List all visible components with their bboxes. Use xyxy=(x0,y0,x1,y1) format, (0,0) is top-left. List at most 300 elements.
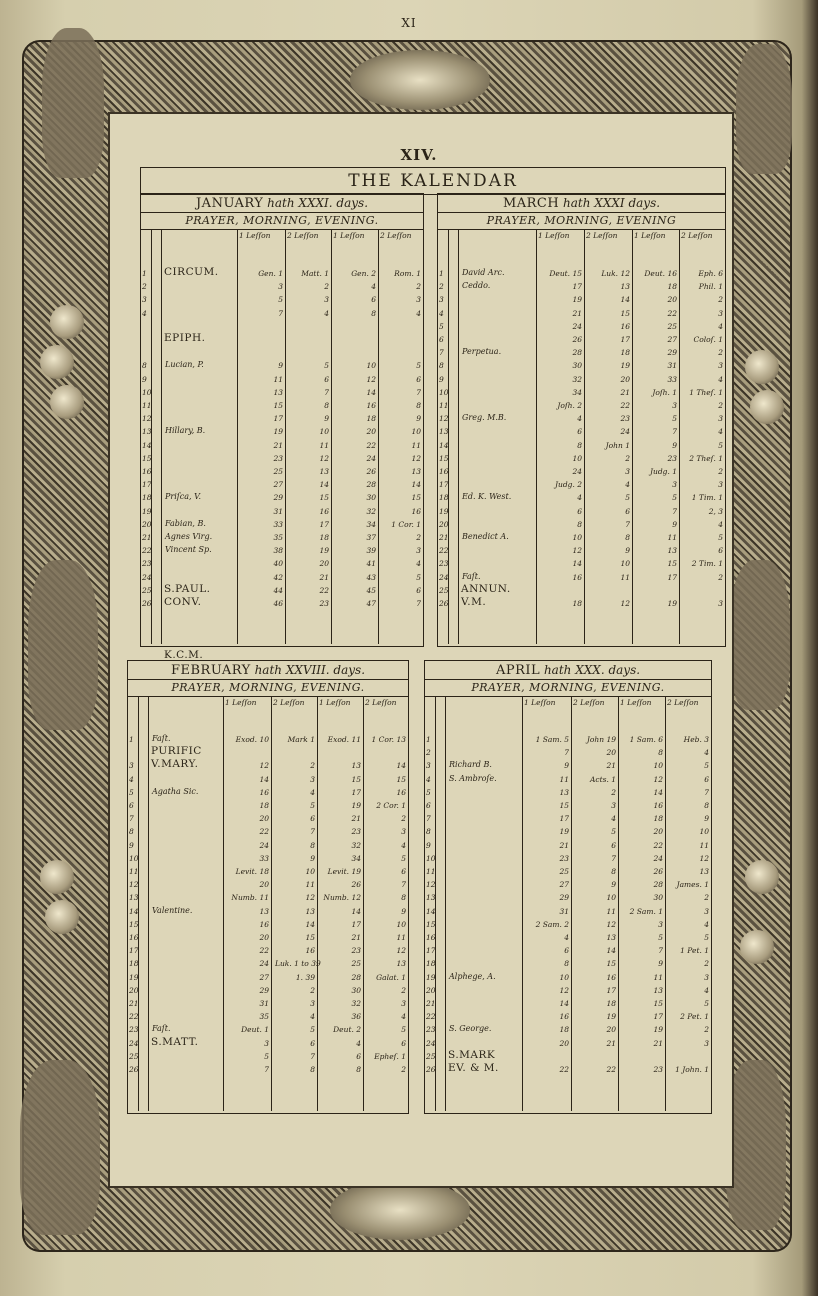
lesson-column-header: 1 Leſſon xyxy=(225,698,257,707)
lesson-cell: 25 xyxy=(559,867,569,876)
lesson-cell: 2 Cor. 1 xyxy=(376,801,406,810)
day-number: 15 xyxy=(142,453,152,463)
lesson-cell: 6 xyxy=(356,1051,361,1061)
lesson-cell: 8 xyxy=(310,840,315,850)
lesson-cell: 7 xyxy=(278,308,283,318)
month-table xyxy=(437,193,726,647)
lesson-cell: 24 xyxy=(620,427,630,437)
day-number: 16 xyxy=(142,467,152,476)
lesson-cell: 12 xyxy=(559,985,569,995)
table-row xyxy=(128,813,408,824)
lesson-cell: 4 xyxy=(416,559,421,569)
table-row xyxy=(128,826,408,837)
bottom-angel-ornament xyxy=(330,1180,470,1240)
lesson-cell: 22 xyxy=(366,440,376,450)
day-number: 2 xyxy=(439,282,444,292)
lesson-cell: 17 xyxy=(351,787,361,797)
table-row xyxy=(141,558,423,569)
day-number: 19 xyxy=(129,972,139,982)
lesson-cell: 4 xyxy=(718,519,723,529)
month-header xyxy=(438,194,725,213)
lesson-cell: 4 xyxy=(577,493,582,503)
table-row xyxy=(141,572,423,583)
table-row xyxy=(128,892,408,903)
day-number: 17 xyxy=(142,480,152,490)
lesson-cell: 26 xyxy=(572,335,582,344)
day-number: 11 xyxy=(426,867,436,876)
lesson-cell: 19 xyxy=(273,427,283,437)
lesson-cell: 5 xyxy=(310,801,315,810)
day-number: 1 xyxy=(439,269,444,278)
lesson-cell: 4 xyxy=(625,480,630,490)
lesson-cell: 36 xyxy=(351,1012,361,1022)
lesson-cell: 31 xyxy=(559,906,569,916)
lesson-cell: 46 xyxy=(273,599,283,608)
lesson-cell: 13 xyxy=(259,906,269,916)
day-number: 26 xyxy=(129,1065,139,1074)
lesson-cell: 7 xyxy=(416,387,421,397)
lesson-cell: 3 xyxy=(704,972,709,982)
lesson-cell: 15 xyxy=(305,933,315,942)
lesson-cell: 35 xyxy=(273,533,283,542)
table-row xyxy=(425,906,711,917)
lesson-cell: 2 xyxy=(401,814,406,824)
lesson-cell: 14 xyxy=(259,774,269,784)
day-number: 23 xyxy=(439,559,449,569)
lesson-cell: Phil. 1 xyxy=(698,282,723,292)
column-rule xyxy=(223,697,224,1111)
saint-name: Fabian, B. xyxy=(165,518,206,528)
lesson-cell: 9 xyxy=(310,853,315,863)
saint-name: S. Ambroſe. xyxy=(449,773,497,783)
lesson-cell: 18 xyxy=(259,801,269,810)
lesson-cell: 10 xyxy=(411,427,421,437)
table-row xyxy=(425,985,711,996)
lesson-cell: 19 xyxy=(667,599,677,608)
lesson-cell: 3 xyxy=(264,1038,269,1048)
lesson-cell: 2 xyxy=(718,401,723,410)
feast-name: K.C.M. xyxy=(164,648,204,661)
saint-name: Benedict A. xyxy=(462,532,509,541)
lesson-cell: 16 xyxy=(411,506,421,516)
lesson-cell: 20 xyxy=(259,880,269,890)
lesson-cell: 18 xyxy=(606,999,616,1008)
lesson-cell: 17 xyxy=(667,572,677,582)
lesson-cell: 6 xyxy=(564,946,569,956)
lesson-cell: 4 xyxy=(324,308,329,318)
lesson-cell: 32 xyxy=(351,999,361,1008)
day-number: 16 xyxy=(426,933,436,942)
lesson-cell: 14 xyxy=(620,295,630,305)
lesson-cell: 8 xyxy=(401,893,406,903)
day-number: 26 xyxy=(439,599,449,608)
lesson-cell: 20 xyxy=(319,559,329,569)
lesson-cell: 5 xyxy=(611,827,616,837)
lesson-cell: 32 xyxy=(366,506,376,516)
lesson-cell: 14 xyxy=(396,761,406,771)
lesson-cell: Gen. 2 xyxy=(351,269,376,278)
lesson-cell: 5 xyxy=(704,933,709,942)
lesson-column-header: 1 Leſſon xyxy=(538,231,570,240)
day-number: 12 xyxy=(129,880,139,890)
lesson-cell: 6 xyxy=(577,506,582,516)
lesson-cell: Heb. 3 xyxy=(683,735,709,744)
lesson-cell: 24 xyxy=(572,321,582,331)
cherub-ornament xyxy=(50,305,84,339)
lesson-cell: 4 xyxy=(310,1012,315,1022)
lesson-cell: 8 xyxy=(324,401,329,410)
lesson-cell: 6 xyxy=(310,814,315,824)
lesson-cell: 9 xyxy=(625,546,630,556)
lesson-cell: 20 xyxy=(653,827,663,837)
lesson-cell: 23 xyxy=(319,599,329,608)
month-table xyxy=(140,193,424,661)
day-number: 9 xyxy=(129,840,134,850)
table-row xyxy=(425,1038,711,1049)
lesson-cell: 23 xyxy=(620,414,630,424)
lesson-cell: 34 xyxy=(572,387,582,397)
day-number: 19 xyxy=(439,506,449,516)
lesson-cell: 13 xyxy=(411,467,421,476)
table-row xyxy=(438,453,725,464)
day-number: 4 xyxy=(142,308,147,318)
table-row xyxy=(128,879,408,890)
lesson-cell: 11 xyxy=(606,906,616,916)
lesson-cell: 20 xyxy=(559,1038,569,1048)
saint-name: Perpetua. xyxy=(462,347,502,357)
lesson-cell: 3 xyxy=(718,414,723,424)
saint-name: Ceddo. xyxy=(462,281,491,291)
table-row xyxy=(425,734,711,745)
table-row xyxy=(438,440,725,451)
lesson-cell: 6 xyxy=(611,840,616,850)
lesson-cell: 2 xyxy=(401,985,406,995)
day-number: 6 xyxy=(439,335,444,344)
lesson-cell: James. 1 xyxy=(676,880,709,890)
day-number: 12 xyxy=(142,414,152,424)
month-header xyxy=(128,661,408,680)
lesson-cell: Coloſ. 1 xyxy=(693,335,723,344)
lesson-cell: 42 xyxy=(273,572,283,582)
day-number: 8 xyxy=(439,361,444,371)
lesson-cell: Joſh. 2 xyxy=(557,401,582,410)
lesson-cell: 24 xyxy=(572,467,582,476)
feast-name: ANNUN. xyxy=(461,582,511,595)
lesson-cell: 13 xyxy=(699,867,709,876)
column-rule xyxy=(148,697,149,1111)
table-row xyxy=(425,853,711,864)
lesson-cell: 16 xyxy=(572,572,582,582)
lesson-cell: 23 xyxy=(351,946,361,956)
lesson-cell: 22 xyxy=(606,1065,616,1074)
lesson-cell: 17 xyxy=(273,414,283,424)
day-number: 17 xyxy=(129,946,139,956)
lesson-cell: 32 xyxy=(572,374,582,384)
lesson-cell: 13 xyxy=(606,933,616,942)
lesson-cell: 30 xyxy=(351,985,361,995)
day-number: 21 xyxy=(426,999,436,1008)
month-name: FEBRUARY xyxy=(170,663,251,678)
table-row xyxy=(128,919,408,930)
lesson-cell: 21 xyxy=(319,572,329,582)
lesson-cell: 23 xyxy=(351,827,361,837)
lesson-cell: 17 xyxy=(653,1012,663,1022)
lesson-cell: 11 xyxy=(319,440,329,450)
cherub-ornament xyxy=(50,385,84,419)
table-row xyxy=(128,972,408,983)
lesson-cell: 10 xyxy=(396,919,406,929)
day-number: 16 xyxy=(129,933,139,942)
day-number: 11 xyxy=(129,867,139,876)
lesson-cell: 20 xyxy=(667,295,677,305)
month-days: hath XXXI. days. xyxy=(263,196,369,210)
day-number: 22 xyxy=(129,1012,139,1022)
table-row xyxy=(425,932,711,943)
column-rule xyxy=(317,697,318,1111)
table-row xyxy=(425,800,711,811)
lesson-cell: 7 xyxy=(324,387,329,397)
lesson-cell: 3 xyxy=(672,401,677,410)
lesson-cell: 12 xyxy=(366,374,376,384)
lesson-cell: Exod. 10 xyxy=(235,735,269,744)
lesson-cell: 2 Pet. 1 xyxy=(680,1012,709,1022)
lesson-cell: 27 xyxy=(667,335,677,344)
lesson-cell: 12 xyxy=(411,453,421,463)
lesson-cell: 15 xyxy=(620,308,630,318)
lesson-cell: 3 xyxy=(324,295,329,305)
lesson-cell: 30 xyxy=(572,361,582,371)
lesson-cell: 21 xyxy=(572,308,582,318)
lesson-cell: 7 xyxy=(264,1065,269,1074)
saint-name: Priſca, V. xyxy=(165,492,201,502)
table-row xyxy=(128,932,408,943)
lesson-cell: 1 Sam. 5 xyxy=(535,735,569,744)
lesson-cell: 2 Sam. 2 xyxy=(535,919,569,929)
table-row xyxy=(438,360,725,371)
lesson-cell: 13 xyxy=(305,906,315,916)
lesson-cell: 22 xyxy=(259,946,269,956)
table-row xyxy=(425,787,711,798)
lesson-cell: 5 xyxy=(718,533,723,542)
day-number: 24 xyxy=(439,572,449,582)
lesson-cell: 15 xyxy=(273,401,283,410)
day-number: 18 xyxy=(129,959,139,969)
lesson-cell: 4 xyxy=(401,1012,406,1022)
lesson-cell: Deut. 16 xyxy=(644,269,677,278)
lesson-cell: 3 xyxy=(718,308,723,318)
saint-name: Hillary, B. xyxy=(165,426,206,436)
lesson-cell: 15 xyxy=(667,559,677,569)
day-number: 1 xyxy=(426,735,431,744)
lesson-cell: 6 xyxy=(416,585,421,595)
lesson-cell: 14 xyxy=(411,480,421,490)
lesson-cell: 33 xyxy=(667,374,677,384)
day-number: 3 xyxy=(142,295,147,305)
lesson-cell: 9 xyxy=(672,519,677,529)
lesson-cell: 14 xyxy=(572,559,582,569)
lesson-cell: 5 xyxy=(625,493,630,503)
month-days: hath XXXI days. xyxy=(559,196,661,210)
lesson-cell: 2 xyxy=(611,787,616,797)
day-number: 14 xyxy=(426,906,436,916)
lesson-cell: 3 xyxy=(718,361,723,371)
lesson-cell: 1 Cor. 1 xyxy=(391,519,421,529)
month-table xyxy=(424,660,712,1114)
lesson-cell: 17 xyxy=(559,814,569,824)
lesson-cell: 45 xyxy=(366,585,376,595)
table-row xyxy=(425,747,711,758)
day-number: 21 xyxy=(129,999,139,1008)
saint-figure-top-left xyxy=(42,28,104,178)
lesson-cell: 10 xyxy=(572,453,582,463)
lesson-cell: 2 Theſ. 1 xyxy=(689,453,723,463)
lesson-cell: 9 xyxy=(704,814,709,824)
lesson-cell: 8 xyxy=(356,1065,361,1074)
day-number: 14 xyxy=(142,440,152,450)
table-row xyxy=(438,294,725,305)
saint-name: Agnes Virg. xyxy=(165,532,213,541)
lesson-cell: 9 xyxy=(564,761,569,771)
page-title: THE KALENDAR xyxy=(140,167,726,195)
lesson-cell: Galat. 1 xyxy=(376,972,406,982)
lesson-cell: 3 xyxy=(718,599,723,608)
lesson-cell: 9 xyxy=(611,880,616,890)
lesson-cell: 21 xyxy=(559,840,569,850)
prayer-header: PRAYER, MORNING, EVENING. xyxy=(141,213,423,230)
lesson-cell: 5 xyxy=(264,1051,269,1061)
lesson-cell: 7 xyxy=(611,853,616,863)
day-number: 23 xyxy=(142,559,152,569)
day-number: 13 xyxy=(426,893,436,903)
month-days: hath XXX. days. xyxy=(540,663,641,677)
lesson-cell: 37 xyxy=(366,533,376,542)
saint-name: Alphege, A. xyxy=(449,971,496,981)
lesson-column-header: 2 Leſſon xyxy=(681,231,713,240)
lesson-cell: 3 xyxy=(611,801,616,810)
day-number: 25 xyxy=(439,585,449,595)
lesson-cell: 4 xyxy=(564,933,569,942)
lesson-cell: 27 xyxy=(273,480,283,490)
day-number: 4 xyxy=(426,774,431,784)
table-row xyxy=(425,866,711,877)
lesson-cell: Acts. 1 xyxy=(589,774,616,784)
lesson-cell: 40 xyxy=(273,559,283,569)
lessons-grid xyxy=(438,230,725,644)
day-number: 19 xyxy=(426,972,436,982)
lesson-cell: 14 xyxy=(653,787,663,797)
prayer-header: PRAYER, MORNING, EVENING. xyxy=(425,680,711,697)
lesson-cell: 6 xyxy=(371,295,376,305)
table-row xyxy=(438,321,725,332)
day-number: 12 xyxy=(439,414,449,424)
lesson-cell: 13 xyxy=(351,761,361,771)
lesson-cell: 3 xyxy=(658,919,663,929)
lesson-cell: 21 xyxy=(653,1038,663,1048)
day-number: 18 xyxy=(426,959,436,969)
lesson-cell: 32 xyxy=(351,840,361,850)
column-rule xyxy=(618,697,619,1111)
lesson-cell: 24 xyxy=(259,959,269,969)
lesson-cell: 8 xyxy=(658,748,663,758)
cherub-ornament xyxy=(45,900,79,934)
cherub-ornament xyxy=(750,390,784,424)
lesson-cell: 25 xyxy=(351,959,361,969)
lesson-cell: 12 xyxy=(606,919,616,929)
table-row xyxy=(425,879,711,890)
feast-name: S.PAUL. xyxy=(164,582,211,595)
lesson-cell: 24 xyxy=(366,453,376,463)
day-number: 20 xyxy=(439,519,449,529)
lesson-cell: 12 xyxy=(319,453,329,463)
lesson-cell: 22 xyxy=(259,827,269,837)
lesson-cell: 3 xyxy=(672,480,677,490)
lesson-cell: 15 xyxy=(559,801,569,810)
lesson-cell: Deut. 15 xyxy=(549,269,582,278)
lesson-cell: 23 xyxy=(273,453,283,463)
lesson-cell: 2 xyxy=(324,282,329,292)
lesson-cell: 5 xyxy=(401,853,406,863)
saint-name: Richard B. xyxy=(449,760,492,770)
day-number: 17 xyxy=(426,946,436,956)
lesson-cell: 18 xyxy=(559,1025,569,1035)
day-number: 21 xyxy=(439,533,449,542)
lesson-cell: 4 xyxy=(401,840,406,850)
lesson-cell: 31 xyxy=(667,361,677,371)
lesson-cell: Judg. 2 xyxy=(555,480,582,490)
day-number: 20 xyxy=(142,519,152,529)
lesson-cell: 14 xyxy=(606,946,616,956)
lesson-cell: 21 xyxy=(606,761,616,771)
day-number: 13 xyxy=(129,893,139,903)
lesson-cell: 3 xyxy=(310,774,315,784)
lesson-cell: 31 xyxy=(273,506,283,516)
month-table xyxy=(127,660,409,1114)
lesson-cell: 8 xyxy=(564,959,569,969)
lesson-cell: 7 xyxy=(672,506,677,516)
saint-figure-mid-left xyxy=(28,560,98,730)
table-row xyxy=(425,813,711,824)
day-number: 5 xyxy=(439,321,444,331)
day-number: 7 xyxy=(426,814,431,824)
lesson-cell: 10 xyxy=(319,427,329,437)
day-number: 2 xyxy=(142,282,147,292)
day-number: 22 xyxy=(439,546,449,556)
lesson-cell: 24 xyxy=(653,853,663,863)
day-number: 16 xyxy=(439,467,449,476)
lesson-cell: 18 xyxy=(366,414,376,424)
day-number: 25 xyxy=(426,1051,436,1061)
lesson-cell: 25 xyxy=(667,321,677,331)
lesson-cell: Mark 1 xyxy=(287,735,315,744)
lesson-cell: 18 xyxy=(667,282,677,292)
lesson-cell: 5 xyxy=(672,493,677,503)
lesson-cell: 29 xyxy=(259,985,269,995)
day-number: 4 xyxy=(439,308,444,318)
day-number: 13 xyxy=(142,427,152,437)
lesson-cell: 11 xyxy=(305,880,315,890)
lesson-cell: 2 xyxy=(718,572,723,582)
prayer-header: PRAYER, MORNING, EVENING xyxy=(438,213,725,230)
column-rule xyxy=(522,697,523,1111)
table-row xyxy=(425,958,711,969)
lesson-cell: 28 xyxy=(572,348,582,358)
day-number: 22 xyxy=(426,1012,436,1022)
lesson-cell: 1 Tim. 1 xyxy=(691,493,723,503)
cherub-ornament xyxy=(40,860,74,894)
lesson-cell: Luk. 12 xyxy=(601,269,630,278)
lesson-cell: 4 xyxy=(356,1038,361,1048)
table-row xyxy=(438,400,725,411)
